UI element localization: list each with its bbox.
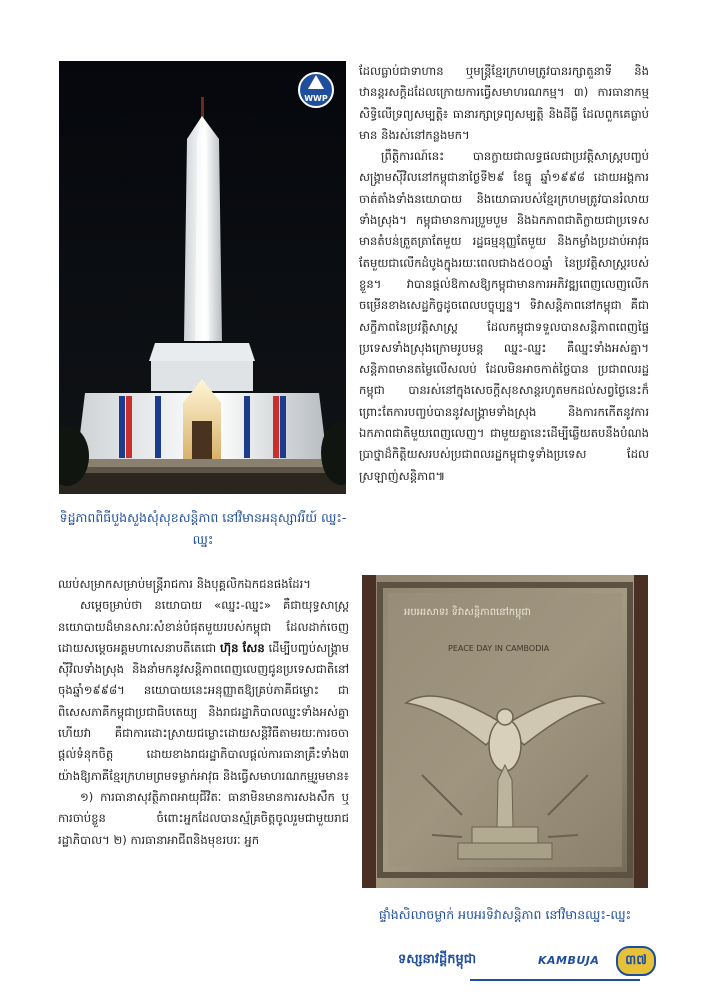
relief-khmer-text: អបអរសាទរ ទិវាសន្តិភាពនៅកម្ពុជា	[404, 607, 531, 618]
left-paragraph-2-start: សម្តេចម្រាប់ថា នយោបាយ «ឈ្នះ-ឈ្នះ» គឺជាយុទ្ធសាស្ត្រនយោបាយដ៏មានសារៈសំខាន់បំផុតមួយរបស់កម្ពុជា ដែលដាក់ចេញដោយសម្តេចអគ្គមហាសេនាបតីតេជោ	[58, 598, 349, 655]
page-number-badge: ៣៧	[616, 946, 656, 976]
monument-photo	[59, 61, 346, 494]
left-paragraph-1: ឈប់សម្រាកសម្រាប់មន្ត្រីរាជការ និងបុគ្គលិកឯកជនផងដែរ។	[58, 577, 311, 591]
photo1-caption: ទិដ្ឋភាពពិធីបួងសួងសុំសុខសន្តិភាព នៅវិមានអនុស្សាវរីយ៍ ឈ្នះ-ឈ្នះ	[59, 510, 347, 547]
left-paragraph-3: ១) ការធានាសុវត្ថិភាពអាយុជីវិតៈ ធានាមិនមានការសងសឹក ឬការចាប់ខ្លួន ចំពោះអ្នកដែលបានស្ម័គ្រចិត្តចូលរួមជាមួយរាជរដ្ឋាភិបាល។ ២) ការធានាអាជីពនិងមុខរបរៈ អ្នក	[58, 789, 349, 847]
footer-divider	[470, 979, 640, 981]
hun-sen-name: ហ៊ុន សែន	[220, 640, 265, 655]
relief-photo	[362, 575, 648, 888]
relief-illustration	[362, 575, 648, 888]
magazine-name: ទស្សនាវដ្តីកម្ពុជា	[398, 952, 477, 967]
photo2-caption: ផ្ទាំងសិលាចម្លាក់ អបអរទិវាសន្តិភាព នៅវិមានឈ្នះ-ឈ្នះ	[378, 907, 632, 922]
right-paragraph-1: ដែលធ្លាប់ជាទាហាន ឬមន្ត្រីខ្មែរក្រហមត្រូវបានរក្សាតួនាទី និងឋានន្តរសក្តិដដែលក្រោយការធ្វើសមាហរណកម្ម។ ៣) ការធានាកម្មសិទ្ធិលើទ្រព្យសម្បត្តិ៖ ធានារក្សាទ្រព្យសម្បត្តិ និងដីធ្លី ដែលពួកគេធ្លាប់មាន និងរស់នៅកន្លងមក។	[359, 64, 649, 142]
photo-logo: WWP	[304, 94, 328, 103]
monument-illustration	[59, 61, 346, 494]
left-paragraph-2	[58, 595, 349, 787]
right-paragraph-2: ព្រឹត្តិការណ៍នេះ បានក្លាយជាលទ្ធផលជាប្រវត្តិសាស្ត្របញ្ចប់សង្គ្រាមស៊ីវិលនៅកម្ពុជានាថ្ងៃទី២៩ ខែធ្នូ ឆ្នាំ១៩៩៨ ដោយអង្គការចាត់តាំងទាំងនយោបាយ និងយោធារបស់ខ្មែរក្រហមត្រូវបានរំលាយទាំងស្រុង។ កម្ពុជាមានការប្រួមបួម និងឯកភាពជាតិក្លាយជាប្រទេសមានតំបន់ត្រួតត្រាតែមួយ រដ្ឋធម្មនុញ្ញតែមួយ និងកម្លាំងប្រដាប់អាវុធតែមួយជាលើកដំបូងក្នុងរយៈពេលជាង៥០០ឆ្នាំ នៃប្រវត្តិសាស្ត្ររបស់ខ្លួន។ វាបានផ្តល់ឱកាសឱ្យកម្ពុជាមានការអភិវឌ្ឍពេញលេញលើកចម្រើនខាងសេដ្ឋកិច្ចដូចពេលបច្ចុប្បន្ន។ ទិវាសន្តិភាពនៅកម្ពុជា គឺជាសក្ខីភាពនៃប្រវត្តិសាស្ត្រ ដែលកម្ពុជាទទួលបានសន្តិភាពពេញផ្ទៃប្រទេសទាំងស្រុងក្រោមរូបមន្ត ឈ្នះ-ឈ្នះ គឺឈ្នះទាំងអស់គ្នា។ សន្តិភាពមានតម្លៃលើសលប់ ដែលមិនអាចកាត់ថ្លៃបាន ប្រជាពលរដ្ឋកម្ពុជា បានរស់នៅក្នុងសេចក្តីសុខសាន្តរហូតមកដល់សព្វថ្ងៃនេះក៏ព្រោះតែការបញ្ចប់បាននូវសង្គ្រាមទាំងស្រុង និងការកកើតនូវការឯកភាពជាតិមួយពេញលេញ។ ជាមួយគ្នានេះដើម្បីឆ្លើយតបនឹងបំណងប្រាថ្នាដ៏កិត្តិយសរបស់ប្រជាពលរដ្ឋកម្ពុជាទូទាំងប្រទេស ដែលស្រឡាញ់សន្តិភាព៕	[359, 149, 649, 483]
relief-english-text: PEACE DAY IN CAMBODIA	[448, 644, 550, 653]
magazine-brand: KAMBUJA	[538, 954, 600, 967]
right-column	[359, 61, 649, 561]
left-column	[58, 574, 349, 940]
left-paragraph-2-end: ដើម្បីបញ្ចប់សង្គ្រាមស៊ីវិលទាំងស្រុង និងនាំមកនូវសន្តិភាពពេញលេញជូនប្រទេសជាតិនៅចុងឆ្នាំ១៩៩៨។ នយោបាយនេះអនុញ្ញាតឱ្យគ្រប់ភាគីជម្លោះ ជាពិសេសភាគីកម្ពុជាប្រជាធិបតេយ្យ និងរាជរដ្ឋាភិបាលឈ្នះទាំងអស់គ្នា ហើយវា គឺជាការដោះស្រាយជម្លោះដោយសន្តិវិធីតាមរយៈការចចា ផ្តល់ទំនុកចិត្ត ដោយខាងរាជរដ្ឋាភិបាលផ្តល់ការធានាគ្រឹះទាំង៣ យ៉ាងឱ្យភាគីខ្មែរក្រហមព្រមទម្លាក់អាវុធ និងធ្វើសមាហរណកម្មរួមមាន៖	[58, 640, 349, 783]
